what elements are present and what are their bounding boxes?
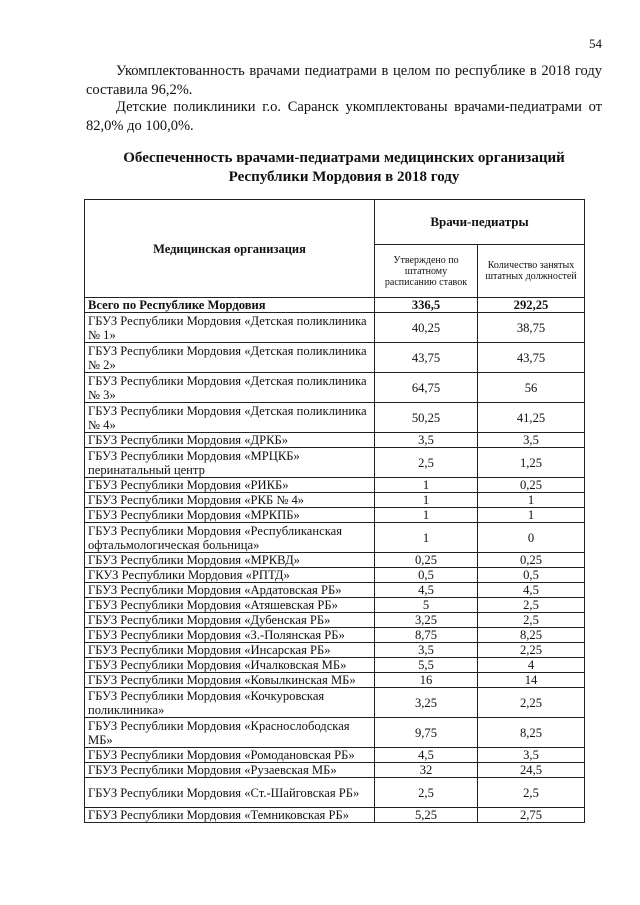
header-occupied-positions: Количество занятых штатных должностей [478,245,585,298]
table-row [85,598,585,613]
occupied-cell: 8,25 [478,628,585,643]
header-approved-positions: Утверждено по штатному расписанию ставок [375,245,478,298]
paragraph-staffing-overall: Укомплектованность врачами педиатрами в целом по республике в 2018 году составила 96,2%. [86,63,602,98]
organization-cell: ГБУЗ Республики Мордовия «Ичалковская МБ» [85,658,375,673]
total-org-cell: Всего по Республике Мордовия [85,298,375,313]
approved-cell: 32 [375,763,478,778]
approved-cell: 3,5 [375,433,478,448]
approved-cell: 50,25 [375,403,478,433]
organization-cell: ГБУЗ Республики Мордовия «Детская поликлиника № 1» [85,313,375,343]
occupied-cell: 4 [478,658,585,673]
occupied-cell: 0,25 [478,553,585,568]
table-title-line-2: Республики Мордовия в 2018 году [228,169,460,185]
table-row [85,613,585,628]
occupied-cell: 0,25 [478,478,585,493]
table-row [85,493,585,508]
occupied-cell: 2,5 [478,778,585,808]
table-row [85,433,585,448]
organization-cell: ГБУЗ Республики Мордовия «З.-Полянская РБ» [85,628,375,643]
organization-cell: ГБУЗ Республики Мордовия «Ромодановская РБ» [85,748,375,763]
organization-cell: ГБУЗ Республики Мордовия «РКБ № 4» [85,493,375,508]
organization-cell: ГБУЗ Республики Мордовия «Ст.-Шайговская РБ» [85,778,375,808]
approved-cell: 4,5 [375,748,478,763]
table-row [85,808,585,823]
table-row [85,628,585,643]
table-row [85,643,585,658]
organization-cell: ГБУЗ Республики Мордовия «Дубенская РБ» [85,613,375,628]
occupied-cell: 24,5 [478,763,585,778]
organization-cell: ГБУЗ Республики Мордовия «Республиканская офтальмологическая больница» [85,523,375,553]
approved-cell: 1 [375,508,478,523]
approved-cell: 5,25 [375,808,478,823]
occupied-cell: 1,25 [478,448,585,478]
occupied-cell: 3,5 [478,748,585,763]
organization-cell: ГБУЗ Республики Мордовия «Ардатовская РБ» [85,583,375,598]
organization-cell: ГБУЗ Республики Мордовия «МРКПБ» [85,508,375,523]
page-number: 54 [589,36,602,51]
organization-cell: ГБУЗ Республики Мордовия «Детская поликлиника № 2» [85,343,375,373]
approved-cell: 16 [375,673,478,688]
table-row [85,718,585,748]
paragraph-staffing-saransk: Детские поликлиники г.о. Саранск укомплектованы врачами-педиатрами от 82,0% до 100,0%. [86,99,602,134]
approved-cell: 4,5 [375,583,478,598]
occupied-cell: 2,25 [478,688,585,718]
header-pediatricians: Врачи-педиатры [375,200,585,245]
occupied-cell: 1 [478,508,585,523]
header-organization: Медицинская организация [85,200,375,298]
organization-cell: ГБУЗ Республики Мордовия «Детская поликлиника № 4» [85,403,375,433]
approved-cell: 2,5 [375,448,478,478]
approved-cell: 8,75 [375,628,478,643]
occupied-cell: 14 [478,673,585,688]
table-row [85,748,585,763]
organization-cell: ГБУЗ Республики Мордовия «Инсарская РБ» [85,643,375,658]
table-row [85,673,585,688]
table-row [85,658,585,673]
table-row [85,448,585,478]
occupied-cell: 8,25 [478,718,585,748]
table-row-total [85,298,585,313]
organization-cell: ГБУЗ Республики Мордовия «Темниковская РБ» [85,808,375,823]
table-row [85,478,585,493]
organization-cell: ГБУЗ Республики Мордовия «Ковылкинская МБ» [85,673,375,688]
organization-cell: ГБУЗ Республики Мордовия «Рузаевская МБ» [85,763,375,778]
approved-cell: 9,75 [375,718,478,748]
occupied-cell: 2,75 [478,808,585,823]
table-row [85,508,585,523]
total-occupied-cell: 292,25 [478,298,585,313]
approved-cell: 64,75 [375,373,478,403]
organization-cell: ГБУЗ Республики Мордовия «Краснослободская МБ» [85,718,375,748]
occupied-cell: 2,5 [478,598,585,613]
occupied-cell: 2,5 [478,613,585,628]
occupied-cell: 1 [478,493,585,508]
table-row [85,688,585,718]
total-approved-cell: 336,5 [375,298,478,313]
table-row [85,553,585,568]
table-row [85,523,585,553]
approved-cell: 5 [375,598,478,613]
occupied-cell: 0 [478,523,585,553]
approved-cell: 0,5 [375,568,478,583]
organization-cell: ГБУЗ Республики Мордовия «ДРКБ» [85,433,375,448]
organization-cell: ГБУЗ Республики Мордовия «МРЦКБ» перинатальный центр [85,448,375,478]
organization-cell: ГБУЗ Республики Мордовия «Кочкуровская поликлиника» [85,688,375,718]
organization-cell: ГБУЗ Республики Мордовия «РИКБ» [85,478,375,493]
occupied-cell: 56 [478,373,585,403]
approved-cell: 1 [375,478,478,493]
table-row [85,373,585,403]
table-row [85,343,585,373]
table-title [86,149,602,187]
table-row [85,763,585,778]
approved-cell: 1 [375,523,478,553]
approved-cell: 3,5 [375,643,478,658]
organization-cell: ГБУЗ Республики Мордовия «Атяшевская РБ» [85,598,375,613]
approved-cell: 0,25 [375,553,478,568]
table-row [85,313,585,343]
approved-cell: 2,5 [375,778,478,808]
table-row [85,403,585,433]
organization-cell: ГКУЗ Республики Мордовия «РПТД» [85,568,375,583]
table-title-line-1: Обеспеченность врачами-педиатрами медицинских организаций [123,150,565,166]
table-row [85,583,585,598]
table-row [85,778,585,808]
approved-cell: 40,25 [375,313,478,343]
organization-cell: ГБУЗ Республики Мордовия «Детская поликлиника № 3» [85,373,375,403]
approved-cell: 1 [375,493,478,508]
occupied-cell: 43,75 [478,343,585,373]
occupied-cell: 41,25 [478,403,585,433]
occupied-cell: 3,5 [478,433,585,448]
approved-cell: 5,5 [375,658,478,673]
occupied-cell: 38,75 [478,313,585,343]
approved-cell: 3,25 [375,613,478,628]
occupied-cell: 2,25 [478,643,585,658]
occupied-cell: 4,5 [478,583,585,598]
occupied-cell: 0,5 [478,568,585,583]
approved-cell: 43,75 [375,343,478,373]
table-row [85,568,585,583]
approved-cell: 3,25 [375,688,478,718]
pediatricians-table [84,199,585,823]
organization-cell: ГБУЗ Республики Мордовия «МРКВД» [85,553,375,568]
